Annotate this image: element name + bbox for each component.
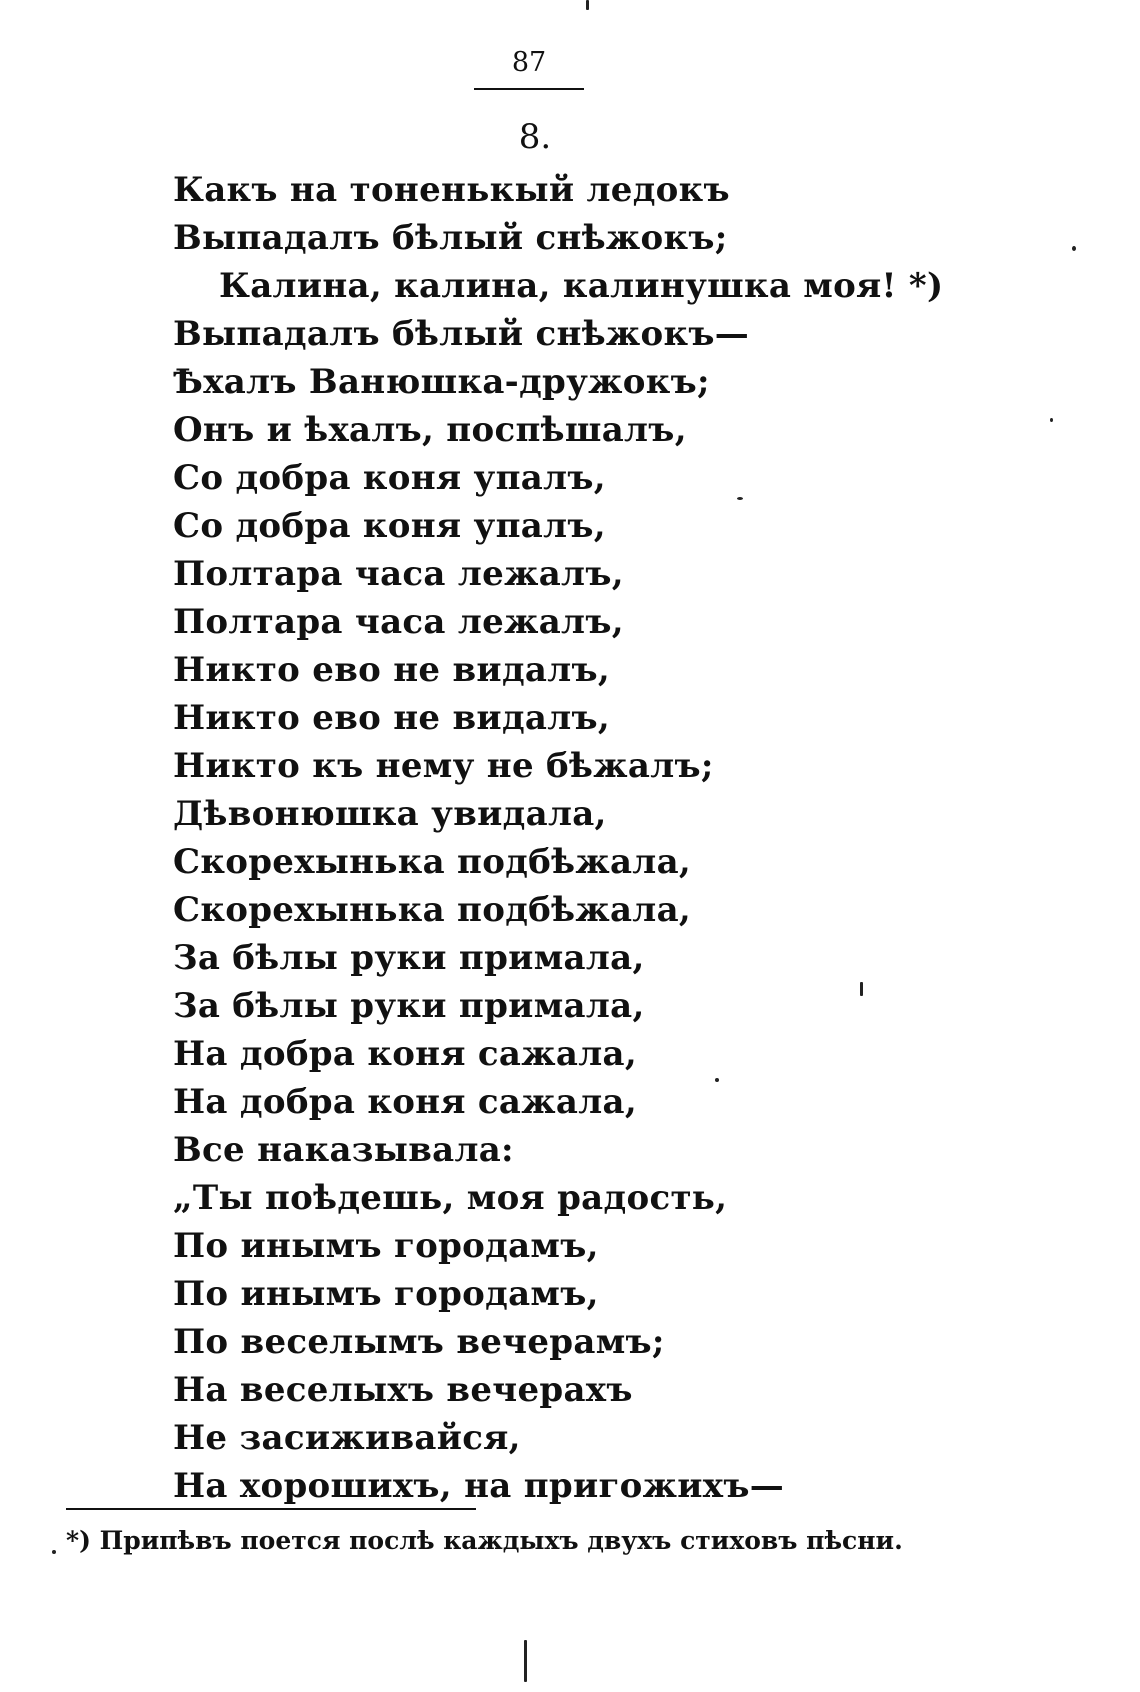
verse-line: Скорехынька подбѣжала, [173,890,692,930]
verse-line: На добра коня сажала, [173,1034,637,1074]
scan-speck [1072,246,1076,251]
scan-speck [737,497,743,500]
refrain-line: Калина, калина, калинушка моя! *) [219,266,944,306]
verse-line: Никто ево не видалъ, [173,650,611,690]
verse-line: Никто къ нему не бѣжалъ; [173,746,714,786]
scan-speck [52,1550,56,1554]
verse-line: На веселыхъ вечерахъ [173,1370,633,1410]
footnote: *) Припѣвъ поется послѣ каждыхъ двухъ стиховъ пѣсни. [66,1526,903,1555]
verse-line: Полтара часа лежалъ, [173,602,624,642]
page-number-rule [474,88,584,90]
verse-line: По инымъ городамъ, [173,1274,599,1314]
verse-line: Онъ и ѣхалъ, поспѣшалъ, [173,410,687,450]
verse-line: На хорошихъ, на пригожихъ— [173,1466,785,1506]
verse-line: Какъ на тоненькый ледокъ [173,170,730,210]
scan-speck [715,1078,719,1082]
verse-line: По веселымъ вечерамъ; [173,1322,665,1362]
verse-line: Не засиживайся, [173,1418,521,1458]
verse-line: Дѣвонюшка увидала, [173,794,607,834]
verse-line: По инымъ городамъ, [173,1226,599,1266]
verse-line: Выпадалъ бѣлый снѣжокъ— [173,314,750,354]
verse-line: Со добра коня упалъ, [173,458,606,498]
verse-line: Полтара часа лежалъ, [173,554,624,594]
verse-line: Все наказывала: [173,1130,514,1170]
verse-line: Ѣхалъ Ванюшка-дружокъ; [173,362,710,402]
page-number: 87 [511,47,547,78]
verse-line: Выпадалъ бѣлый снѣжокъ; [173,218,728,258]
verse-line: На добра коня сажала, [173,1082,637,1122]
verse-line: За бѣлы руки примала, [173,938,645,978]
scan-speck [1050,418,1053,422]
verse-line: Никто ево не видалъ, [173,698,611,738]
scan-speck [860,982,863,996]
song-verses [173,166,943,1510]
verse-line: Со добра коня упалъ, [173,506,606,546]
verse-line: За бѣлы руки примала, [173,986,645,1026]
verse-line: Скорехынька подбѣжала, [173,842,692,882]
scan-speck [586,0,589,10]
scan-speck [524,1640,527,1682]
verse-line: „Ты поѣдешь, моя радость, [173,1178,728,1218]
song-number: 8. [518,117,552,157]
footnote-rule [66,1508,476,1510]
